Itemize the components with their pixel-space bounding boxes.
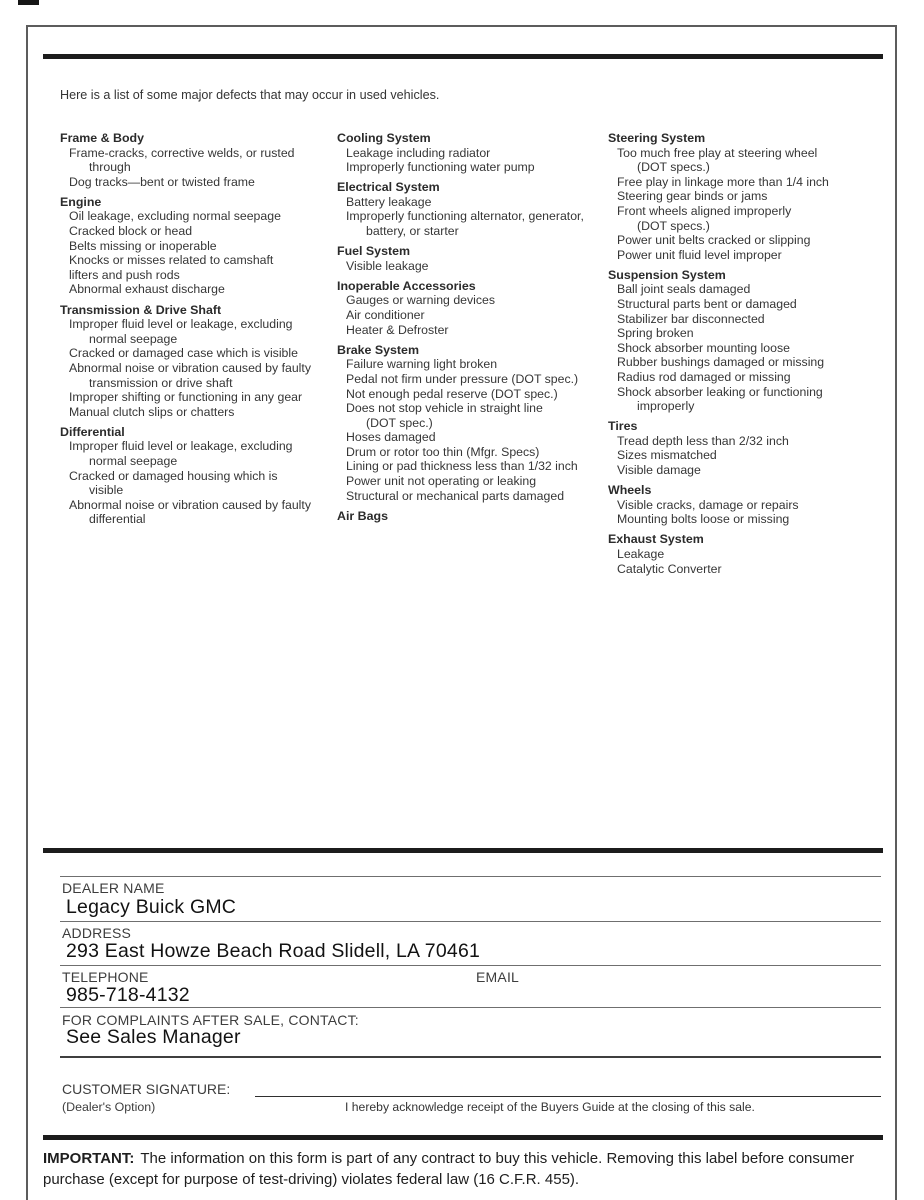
dealer-name-label: DEALER NAME <box>62 880 165 896</box>
section-heading: Brake System <box>337 342 419 357</box>
email-label: EMAIL <box>476 969 520 985</box>
defect-item: Spring broken <box>617 326 694 341</box>
defect-item-continuation: (DOT spec.) <box>366 415 433 430</box>
defect-item: Frame-cracks, corrective welds, or rusted <box>69 145 295 160</box>
defect-item: Visible leakage <box>346 258 429 273</box>
defect-item: Steering gear binds or jams <box>617 189 768 204</box>
dealer-section-rule <box>43 848 883 853</box>
address-label: ADDRESS <box>62 925 132 941</box>
important-text: The information on this form is part of any contract to buy this vehicle. Removing this label before consumer purchase (except for purpose of test-driving) violates federal law (16 C.F.R. 455). <box>43 1150 855 1188</box>
section-heading: Wheels <box>608 483 652 498</box>
top-divider-rule <box>43 54 883 59</box>
section-heading: Exhaust System <box>608 532 704 547</box>
defect-item: Visible damage <box>617 463 701 478</box>
defect-item: Power unit fluid level improper <box>617 247 782 262</box>
address-value: 293 East Howze Beach Road Slidell, LA 70461 <box>66 940 481 962</box>
defect-item: Abnormal exhaust discharge <box>69 282 225 297</box>
field-line-top <box>60 876 881 877</box>
telephone-value: 985-718-4132 <box>66 984 190 1006</box>
field-line-dealer-name <box>60 921 881 922</box>
defect-item: Leakage <box>617 547 665 562</box>
important-notice <box>43 1148 889 1190</box>
defect-item: Too much free play at steering wheel <box>617 145 818 160</box>
section-heading: Steering System <box>608 131 706 145</box>
defect-item: Improper shifting or functioning in any gear <box>69 390 303 405</box>
defect-item: Shock absorber mounting loose <box>617 340 790 355</box>
defect-item: Front wheels aligned improperly <box>617 203 792 218</box>
defect-item: Drum or rotor too thin (Mfgr. Specs) <box>346 444 540 459</box>
defect-item: Cracked or damaged housing which is <box>69 468 278 483</box>
section-heading: Engine <box>60 194 102 209</box>
defect-item: Catalytic Converter <box>617 561 722 576</box>
defects-column-2 <box>337 131 608 523</box>
defect-item: Structural parts bent or damaged <box>617 297 797 312</box>
defect-item: Heater & Defroster <box>346 322 449 337</box>
telephone-label: TELEPHONE <box>62 969 149 985</box>
important-label: IMPORTANT: <box>43 1150 135 1167</box>
section-heading: Inoperable Accessories <box>337 278 476 293</box>
important-section-rule <box>43 1135 883 1140</box>
defect-item-continuation: through <box>89 160 131 175</box>
defect-item: Ball joint seals damaged <box>617 282 751 297</box>
defect-item-continuation: battery, or starter <box>366 224 459 239</box>
defect-item: Structural or mechanical parts damaged <box>346 488 565 503</box>
defect-item: Stabilizer bar disconnected <box>617 311 765 326</box>
defect-item-continuation: (DOT specs.) <box>637 160 710 175</box>
section-heading: Tires <box>608 419 638 434</box>
complaints-label: FOR COMPLAINTS AFTER SALE, CONTACT: <box>62 1012 359 1028</box>
defect-item: Improperly functioning water pump <box>346 160 535 175</box>
defect-item: Belts missing or inoperable <box>69 238 217 253</box>
defect-item: Lining or pad thickness less than 1/32 inch <box>346 459 578 474</box>
intro-text: Here is a list of some major defects that may occur in used vehicles. <box>60 88 440 102</box>
customer-signature-label: CUSTOMER SIGNATURE: <box>62 1081 231 1097</box>
defect-item-continuation: visible <box>89 483 124 498</box>
section-heading: Air Bags <box>337 508 388 523</box>
section-heading: Frame & Body <box>60 131 144 145</box>
defect-item: Gauges or warning devices <box>346 293 496 308</box>
section-heading: Suspension System <box>608 267 726 282</box>
defect-item: Rubber bushings damaged or missing <box>617 355 825 370</box>
defect-item: Visible cracks, damage or repairs <box>617 497 799 512</box>
defect-item: Improper fluid level or leakage, excluding <box>69 317 293 332</box>
defect-item: Improperly functioning alternator, generator, <box>346 209 584 224</box>
page-edge-mark <box>18 0 39 5</box>
field-line-telephone <box>60 1007 881 1008</box>
defect-item: Pedal not firm under pressure (DOT spec.) <box>346 371 579 386</box>
defect-item: Mounting bolts loose or missing <box>617 512 790 527</box>
defect-item: Radius rod damaged or missing <box>617 370 791 384</box>
defect-item: Abnormal noise or vibration caused by faulty <box>69 360 311 375</box>
defect-item: Sizes mismatched <box>617 448 717 463</box>
defect-item: Failure warning light broken <box>346 357 498 372</box>
defect-item: Abnormal noise or vibration caused by faulty <box>69 497 311 512</box>
defect-item: Does not stop vehicle in straight line <box>346 401 543 416</box>
defects-column-1 <box>60 131 337 527</box>
section-heading: Fuel System <box>337 244 410 259</box>
defect-item: Free play in linkage more than 1/4 inch <box>617 174 829 189</box>
complaints-value: See Sales Manager <box>66 1026 241 1048</box>
defect-item-continuation: (DOT specs.) <box>637 218 710 233</box>
defect-item: Power unit not operating or leaking <box>346 474 537 489</box>
defect-item: Dog tracks—bent or twisted frame <box>69 174 255 189</box>
field-line-complaints <box>60 1056 881 1058</box>
defect-item: Hoses damaged <box>346 430 436 445</box>
defect-item-continuation: transmission or drive shaft <box>89 375 233 390</box>
defect-item: Cracked or damaged case which is visible <box>69 346 298 361</box>
defect-item: Improper fluid level or leakage, excluding <box>69 439 293 454</box>
dealers-option-label: (Dealer's Option) <box>62 1100 156 1114</box>
defect-item-continuation: normal seepage <box>89 331 178 346</box>
section-heading: Electrical System <box>337 180 440 195</box>
defect-item: Air conditioner <box>346 308 425 323</box>
defect-item: Not enough pedal reserve (DOT spec.) <box>346 386 558 401</box>
defect-item: Tread depth less than 2/32 inch <box>617 433 789 448</box>
defect-item-continuation: improperly <box>637 399 695 414</box>
defect-item: Power unit belts cracked or slipping <box>617 233 811 248</box>
defect-item: Leakage including radiator <box>346 145 491 160</box>
defect-item: Knocks or misses related to camshaft <box>69 253 274 268</box>
defect-item: Oil leakage, excluding normal seepage <box>69 209 281 224</box>
defect-item: lifters and push rods <box>69 267 180 282</box>
section-heading: Differential <box>60 424 125 439</box>
defect-item-continuation: differential <box>89 512 146 527</box>
defect-item: Shock absorber leaking or functioning <box>617 384 823 399</box>
defect-item: Cracked block or head <box>69 224 193 239</box>
defect-item: Manual clutch slips or chatters <box>69 404 235 419</box>
acknowledgement-text: I hereby acknowledge receipt of the Buyers Guide at the closing of this sale. <box>345 1100 755 1114</box>
customer-signature-line <box>255 1096 881 1097</box>
dealer-name-value: Legacy Buick GMC <box>66 896 237 918</box>
defect-item: Battery leakage <box>346 194 432 209</box>
section-heading: Cooling System <box>337 131 431 145</box>
defect-item-continuation: normal seepage <box>89 453 178 468</box>
section-heading: Transmission & Drive Shaft <box>60 302 222 317</box>
field-line-address <box>60 965 881 966</box>
defects-column-3 <box>608 131 886 576</box>
